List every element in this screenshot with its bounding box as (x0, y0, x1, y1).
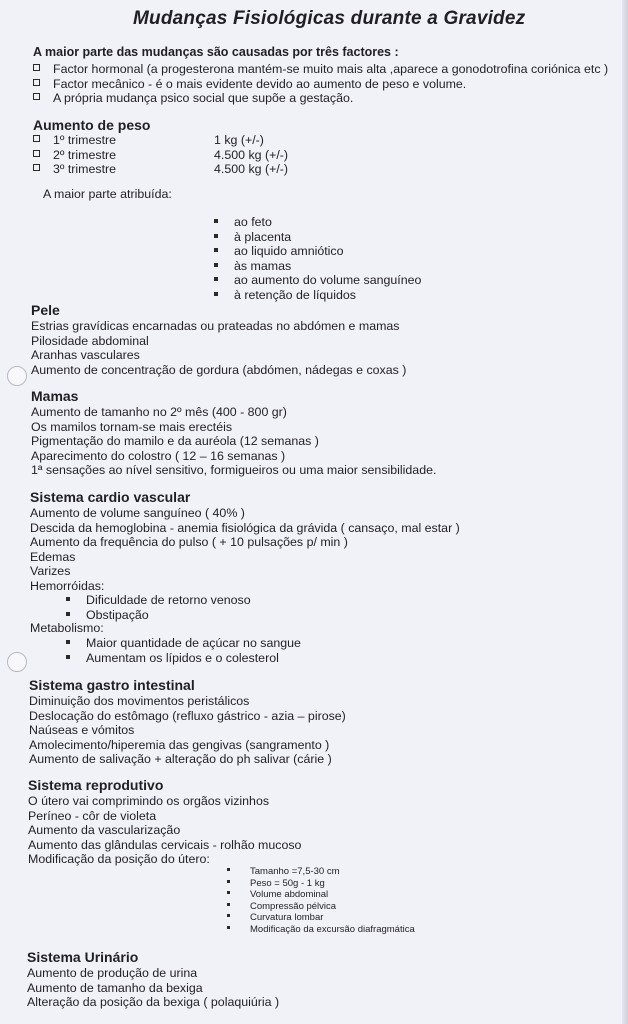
bullet-icon (66, 612, 70, 616)
text-line: Naúseas e vómitos (29, 723, 135, 738)
text-line: Estrias gravídicas encarnadas ou prateadas no abdómen e mamas (31, 319, 400, 333)
list-item: ao aumento do volume sanguíneo (214, 273, 421, 288)
gastro-lines (29, 694, 346, 767)
text-line: 1ª sensações ao nível sensitivo, formigueiros ou uma maior sensibilidade. (31, 463, 437, 478)
intro-heading: A maior parte das mudanças são causadas por três factores : (33, 45, 399, 59)
text-line: Descida da hemoglobina - anemia fisiológica da grávida ( cansaço, mal estar ) (30, 520, 460, 535)
peso-attributed: A maior parte atribuída: (43, 187, 172, 201)
hemorroidas-list (66, 593, 251, 622)
list-item: ao liquido amniótico (214, 244, 421, 259)
bullet-icon (214, 219, 218, 223)
pele-heading: Pele (31, 302, 60, 318)
cardio-lines (30, 506, 460, 594)
bullet-icon (227, 926, 230, 929)
text-line: Aparecimento do colostro ( 12 – 16 semanas ) (31, 448, 286, 463)
bullet-icon (214, 248, 218, 252)
trimester-value: 1 kg (+/-) (214, 133, 264, 147)
list-item: à placenta (214, 230, 421, 245)
bullet-icon (66, 597, 70, 601)
pele-lines (31, 319, 406, 377)
gastro-heading: Sistema gastro intestinal (29, 677, 195, 693)
trimester-label: 1º trimestre (33, 133, 116, 148)
trimester-value: 4.500 kg (+/-) (214, 162, 289, 177)
checkbox-bullet-icon (33, 164, 40, 171)
bullet-icon (227, 880, 230, 883)
list-item: Peso = 50g - 1 kg (227, 878, 415, 890)
list-item: à retenção de líquidos (214, 288, 421, 303)
text-line: O útero vai comprimindo os orgãos vizinhos (28, 794, 270, 808)
bullet-icon (227, 868, 230, 871)
punch-hole-bottom (7, 652, 27, 672)
peso-bullets (214, 215, 421, 303)
trimester-label: 2º trimestre (33, 148, 116, 163)
text-line: Períneo - côr de violeta (28, 808, 157, 823)
text-line: Aumento de tamanho da bexiga (27, 980, 203, 995)
checkbox-bullet-icon (33, 64, 40, 71)
text-line: Aranhas vasculares (31, 348, 140, 363)
text-line: Aumento das glândulas cervicais - rolhão mucoso (28, 837, 302, 852)
list-item: Volume abdominal (227, 889, 415, 901)
bullet-icon (214, 277, 218, 281)
text-line: Edemas (30, 549, 76, 564)
list-item: Modificação da excursão diafragmática (227, 924, 415, 936)
list-item: Obstipação (66, 608, 251, 623)
punch-hole-top (7, 366, 27, 386)
list-item: ao feto (214, 215, 421, 230)
utero-list (227, 866, 415, 936)
text-line: Aumento da frequência do pulso ( + 10 pulsações p/ min ) (30, 535, 348, 550)
text-line: Amolecimento/hiperemia das gengivas (sangramento ) (29, 737, 330, 752)
bullet-icon (66, 640, 70, 644)
trimester-label: 3º trimestre (33, 162, 116, 177)
urinario-lines (27, 966, 279, 1010)
text-line: Aumento da vascularização (28, 823, 181, 838)
page-edge-shadow (622, 0, 628, 1024)
text-line: Diminuição dos movimentos peristálicos (29, 694, 250, 708)
intro-item: Factor hormonal (a progesterona mantém-se muito mais alta ,aparece a gonodotrofina coriónica etc ) (33, 62, 608, 77)
list-item: Curvatura lombar (227, 912, 415, 924)
reprodutivo-heading: Sistema reprodutivo (28, 777, 164, 793)
urinario-heading: Sistema Urinário (27, 949, 139, 965)
cardio-heading: Sistema cardio vascular (30, 489, 191, 505)
metabolismo-list (66, 636, 301, 665)
bullet-icon (227, 891, 230, 894)
text-line: Pilosidade abdominal (31, 333, 149, 348)
mamas-lines (31, 405, 436, 478)
text-line: Modificação da posição do útero: (28, 852, 210, 867)
metabolismo-label: Metabolismo: (30, 621, 104, 635)
list-item: Compressão pélvica (227, 901, 415, 913)
text-line: Varizes (30, 564, 71, 579)
text-line: Aumento de produção de urina (27, 966, 198, 980)
peso-values (214, 133, 288, 177)
bullet-icon (227, 914, 230, 917)
reprodutivo-lines (28, 794, 301, 867)
intro-item: A própria mudança psico social que supõe a gestação. (33, 91, 608, 106)
bullet-icon (66, 655, 70, 659)
text-line: Hemorróidas: (30, 578, 105, 593)
peso-heading: Aumento de peso (33, 117, 151, 133)
page-title: Mudanças Fisiológicas durante a Gravidez (133, 8, 526, 29)
bullet-icon (227, 903, 230, 906)
list-item: Dificuldade de retorno venoso (66, 593, 251, 608)
bullet-icon (214, 234, 218, 238)
text-line: Pigmentação do mamilo e da auréola (12 semanas ) (31, 434, 319, 449)
checkbox-bullet-icon (33, 135, 40, 142)
text-line: Aumento de tamanho no 2º mês (400 - 800 gr) (31, 405, 287, 419)
checkbox-bullet-icon (33, 93, 40, 100)
list-item: Aumentam os lípidos e o colesterol (66, 651, 301, 666)
text-line: Os mamilos tornam-se mais erectéis (31, 419, 233, 434)
list-item: Tamanho =7,5-30 cm (227, 866, 415, 878)
list-item: às mamas (214, 259, 421, 274)
text-line: Deslocação do estômago (refluxo gástrico - azia – pirose) (29, 708, 346, 723)
text-line: Aumento de salivação + alteração do ph salivar (cárie ) (29, 752, 332, 767)
text-line: Aumento de volume sanguíneo ( 40% ) (30, 506, 245, 520)
mamas-heading: Mamas (31, 388, 79, 404)
text-line: Aumento de concentração de gordura (abdómen, nádegas e coxas ) (31, 362, 407, 377)
checkbox-bullet-icon (33, 150, 40, 157)
bullet-icon (214, 292, 218, 296)
intro-item: Factor mecânico - é o mais evidente devido ao aumento de peso e volume. (33, 77, 608, 92)
peso-labels (33, 133, 116, 177)
list-item: Maior quantidade de açúcar no sangue (66, 636, 301, 651)
bullet-icon (214, 263, 218, 267)
checkbox-bullet-icon (33, 79, 40, 86)
trimester-value: 4.500 kg (+/-) (214, 147, 289, 162)
text-line: Alteração da posição da bexiga ( polaquiúria ) (27, 995, 280, 1010)
intro-list (33, 62, 608, 106)
